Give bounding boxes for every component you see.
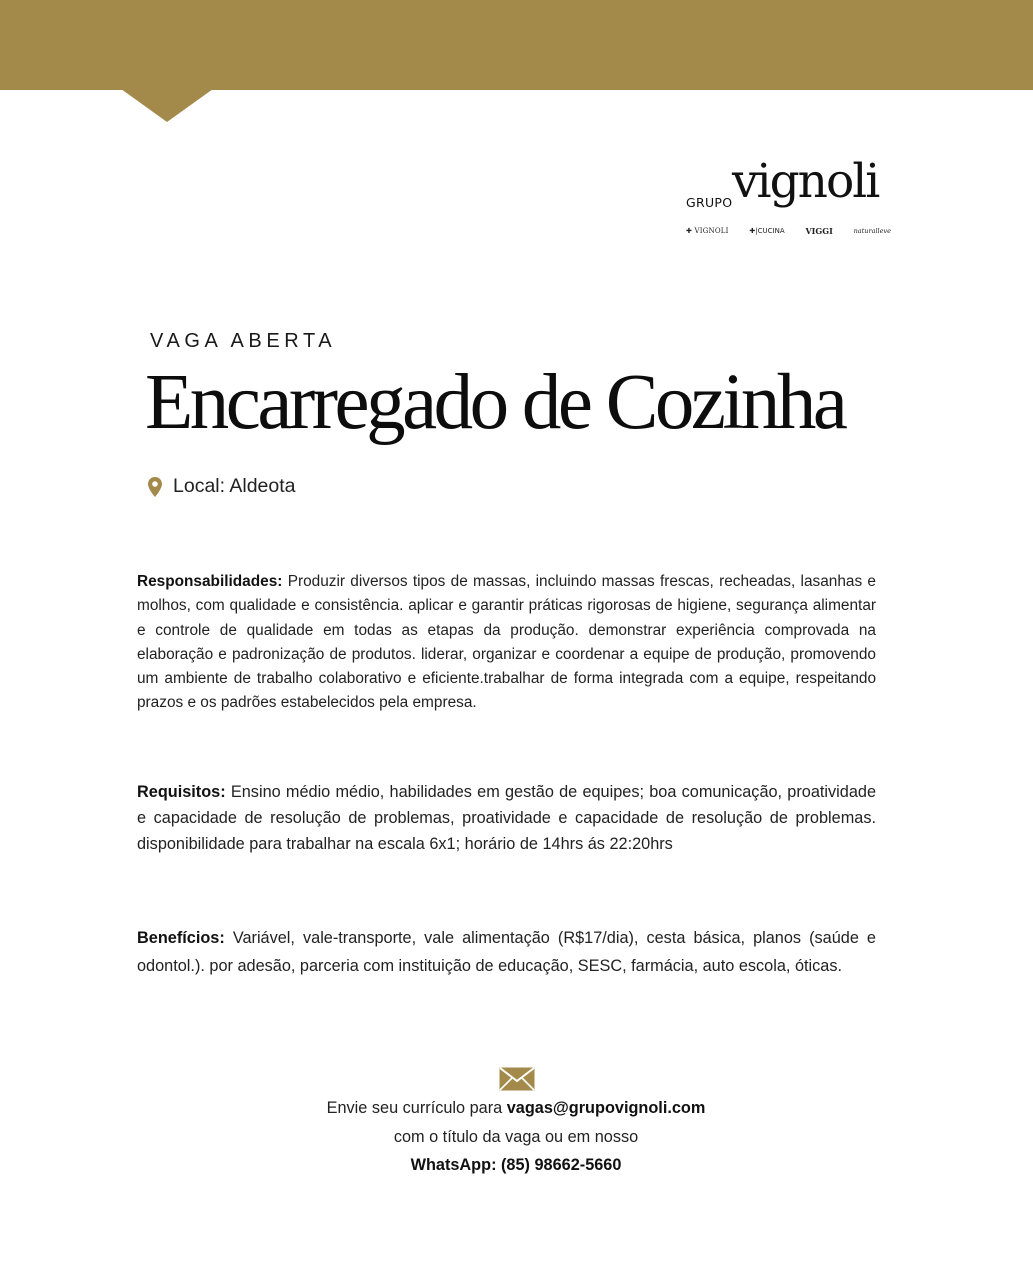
brand-cucina: ✚|CUCINA bbox=[749, 227, 785, 235]
requisitos-text: Ensino médio médio, habilidades em gestão de equipes; boa comunicação, proatividade e capacidade de resolução de problemas, proatividade e capacidade de resolução de problemas. disponibilidade para trabalhar na escala 6x1; horário de 14hrs ás 22:20hrs bbox=[137, 783, 877, 853]
contact-line-title: com o título da vaga ou em nosso bbox=[393, 1128, 639, 1146]
requisitos-label: Requisitos: bbox=[137, 783, 226, 801]
logo-grupo-text: GRUPO bbox=[686, 195, 733, 210]
brand-viggi: VIGGI bbox=[805, 226, 833, 236]
job-title: Encarregado de Cozinha bbox=[145, 359, 845, 446]
responsabilidades-text: Produzir diversos tipos de massas, incluindo massas frescas, recheadas, lasanhas e molhos, com qualidade e consistência. aplicar e garantir práticas rigorosas de higiene, segurança alimentar e controle de qualidade em todas as etapas da produção. demonstrar experiência comprovada na elaboração e padronização de produtos. liderar, organizar e coordenar a equipe de produção, promovendo um ambiente de trabalho colaborativo e eficiente.trabalhar de forma integrada com a equipe, respeitando prazos e os padrões estabelecidos pela empresa. bbox=[137, 573, 876, 712]
overline-vaga-aberta: VAGA ABERTA bbox=[150, 330, 337, 352]
beneficios-text: Variável, vale-transporte, vale alimentação (R$17/dia), cesta básica, planos (saúde e odontol.). por adesão, parceria com instituição de educação, SESC, farmácia, auto escola, óticas. bbox=[137, 929, 876, 975]
responsabilidades-section bbox=[137, 570, 876, 716]
beneficios-label: Benefícios: bbox=[137, 929, 225, 947]
job-location bbox=[148, 475, 296, 498]
contact-email-link[interactable]: vagas@grupovignoli.com bbox=[506, 1099, 706, 1117]
top-banner-bar bbox=[0, 0, 1033, 90]
responsabilidades-label: Responsabilidades: bbox=[137, 573, 283, 590]
envelope-icon bbox=[499, 1067, 535, 1091]
requisitos-section bbox=[137, 779, 876, 857]
logo-brand-row bbox=[686, 223, 891, 239]
grupo-vignoli-logo bbox=[680, 154, 891, 245]
contact-whatsapp[interactable]: WhatsApp: (85) 98662-5660 bbox=[410, 1156, 622, 1174]
contact-prefix: Envie seu currículo para bbox=[326, 1099, 503, 1117]
location-text: Local: Aldeota bbox=[173, 475, 296, 497]
top-banner-notch bbox=[121, 89, 213, 122]
contact-line-email bbox=[216, 1099, 816, 1118]
brand-vignoli: ✚ VIGNOLI bbox=[686, 227, 729, 235]
brand-naturalleve: naturalleve bbox=[853, 227, 891, 235]
beneficios-section bbox=[137, 925, 876, 980]
map-pin-icon bbox=[148, 477, 162, 497]
logo-vignoli-text: vignoli bbox=[732, 154, 879, 209]
